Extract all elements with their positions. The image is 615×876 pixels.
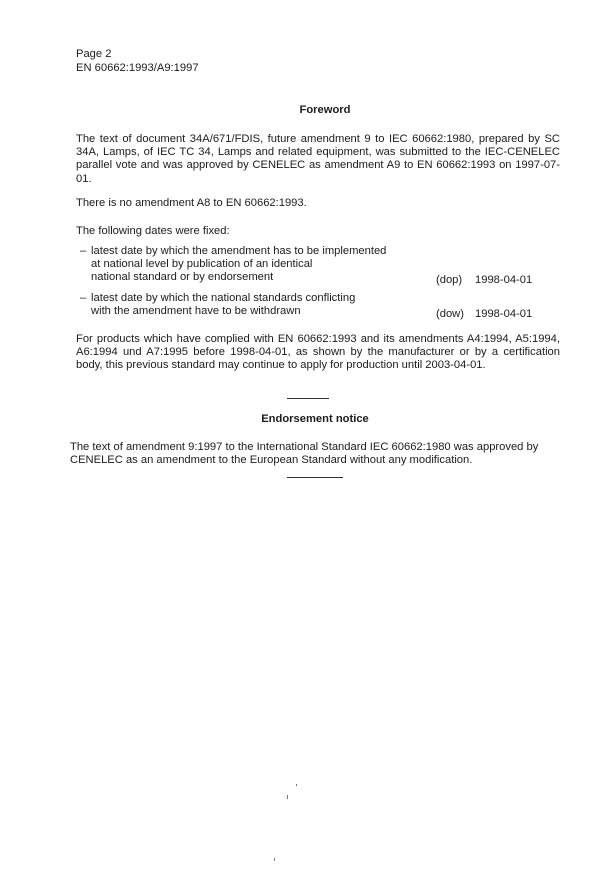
no-amendment-note: There is no amendment A8 to EN 60662:1993.: [76, 197, 307, 209]
date-item-line: latest date by which the national standards conflicting: [91, 292, 356, 304]
date-code: (dow): [436, 308, 464, 320]
page-number: Page 2: [76, 48, 112, 60]
endorsement-paragraph: The text of amendment 9:1997 to the International Standard IEC 60662:1980 was approved by CENELEC as an amendment to the European Standard without any modification.: [70, 441, 539, 467]
list-dash: –: [80, 292, 87, 304]
date-code: (dop): [436, 274, 463, 286]
date-item-line: latest date by which the amendment has to be implemented: [91, 245, 387, 257]
endorsement-heading: Endorsement notice: [261, 413, 369, 425]
date-item-line: with the amendment have to be withdrawn: [91, 305, 301, 317]
products-paragraph: For products which have complied with EN 60662:1993 and its amendments A4:1994, A5:1994, A6:1994 und A7:1995 before 1998-04-01, as shown by the manufacturer or by a certification body, this previous standard may continue to apply for production until 2003-04-01.: [76, 333, 560, 372]
list-dash: –: [80, 245, 87, 257]
section-divider: [287, 477, 343, 478]
foreword-heading: Foreword: [299, 104, 351, 116]
date-value: 1998-04-01: [475, 308, 533, 320]
foreword-intro-paragraph: The text of document 34A/671/FDIS, future amendment 9 to IEC 60662:1980, prepared by SC 34A, Lamps, of IEC TC 34, Lamps and related equipment, was submitted to the IEC-CENELEC parallel vote and was approved by CENELEC as amendment A9 to EN 60662:1993 on 1997-07-01.: [76, 133, 560, 185]
scan-speck: [296, 784, 297, 786]
section-divider: [287, 398, 329, 399]
scan-speck: [274, 858, 275, 861]
date-item-line: at national level by publication of an identical: [91, 258, 313, 270]
dates-intro: The following dates were fixed:: [76, 225, 230, 237]
date-value: 1998-04-01: [475, 274, 533, 286]
date-item-line: national standard or by endorsement: [91, 271, 274, 283]
document-id: EN 60662:1993/A9:1997: [76, 62, 199, 74]
scan-speck: [287, 795, 288, 799]
